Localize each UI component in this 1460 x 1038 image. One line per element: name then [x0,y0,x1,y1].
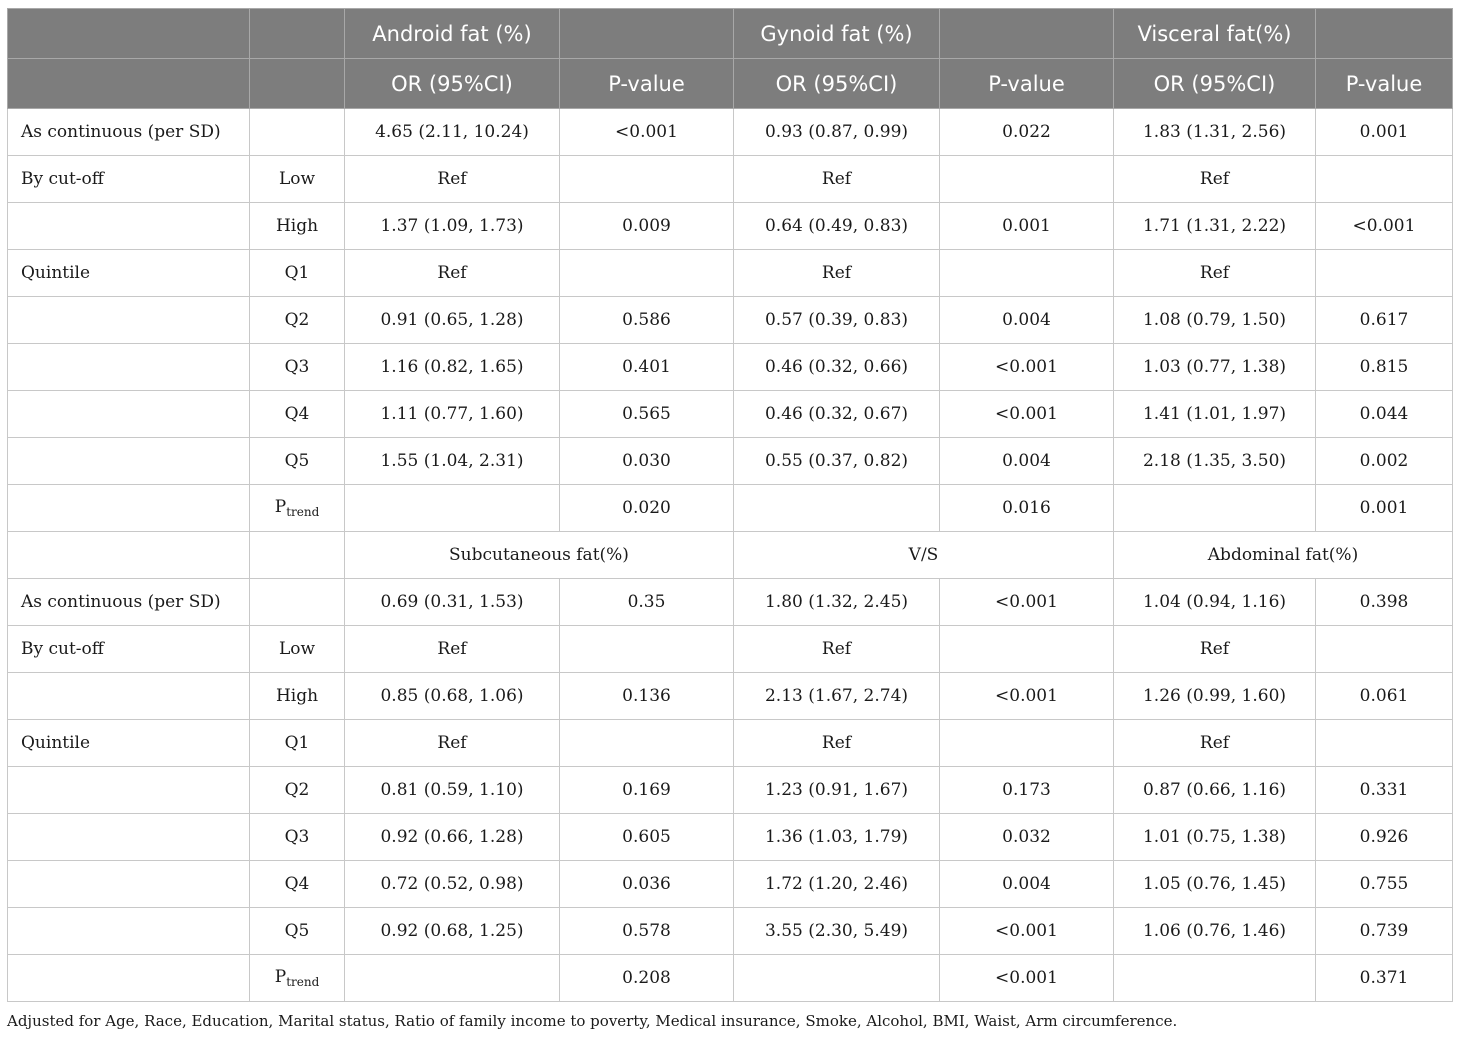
row-sublabel: Q1 [250,720,345,767]
table-cell: Ref [734,250,940,297]
table-cell: 0.64 (0.49, 0.83) [734,203,940,250]
table-cell: 0.92 (0.66, 1.28) [345,814,560,861]
table-row [8,579,1453,626]
row-sublabel: Low [250,626,345,673]
table-cell [1316,250,1453,297]
row-sublabel: Q3 [250,814,345,861]
table-cell: 0.93 (0.87, 0.99) [734,109,940,156]
table-cell: 2.18 (1.35, 3.50) [1114,438,1316,485]
header-cell: P-value [940,59,1114,109]
table-cell [345,485,560,532]
row-label [8,297,250,344]
section-title-row [8,532,1453,579]
row-sublabel: Q3 [250,344,345,391]
table-cell: Ref [345,626,560,673]
table-cell [940,626,1114,673]
table-cell: 0.69 (0.31, 1.53) [345,579,560,626]
table-cell: 0.578 [560,908,734,955]
header-cell [1316,9,1453,59]
table-cell [734,955,940,1002]
table-cell: 0.739 [1316,908,1453,955]
section-title: Abdominal fat(%) [1114,532,1453,579]
table-row [8,438,1453,485]
header-cell: OR (95%CI) [1114,59,1316,109]
table-cell: 1.04 (0.94, 1.16) [1114,579,1316,626]
table-cell: 1.36 (1.03, 1.79) [734,814,940,861]
table-cell: 0.004 [940,861,1114,908]
table-cell: <0.001 [940,673,1114,720]
table-cell: 0.030 [560,438,734,485]
row-label [8,485,250,532]
row-label [8,955,250,1002]
table-cell: 0.032 [940,814,1114,861]
table-cell: <0.001 [940,579,1114,626]
header-cell: P-value [1316,59,1453,109]
table-cell [560,156,734,203]
table-cell: 0.002 [1316,438,1453,485]
ptrend-subscript: trend [286,505,320,519]
table-cell: 0.85 (0.68, 1.06) [345,673,560,720]
header-cell: OR (95%CI) [345,59,560,109]
ptrend-value: <0.001 [940,955,1114,1002]
table-cell: 1.41 (1.01, 1.97) [1114,391,1316,438]
table-cell [1316,720,1453,767]
table-cell: <0.001 [1316,203,1453,250]
row-label [8,673,250,720]
ptrend-label [250,485,345,532]
ptrend-label [250,955,345,1002]
header-cell [250,9,345,59]
table-cell [940,156,1114,203]
table-cell: Ref [1114,156,1316,203]
table-cell: 0.169 [560,767,734,814]
table-cell: 1.72 (1.20, 2.46) [734,861,940,908]
header-cell [560,9,734,59]
row-sublabel [250,579,345,626]
ptrend-value: 0.371 [1316,955,1453,1002]
ptrend-row [8,485,1453,532]
header-row-2 [8,59,1453,109]
table-cell [345,955,560,1002]
table-cell: 0.036 [560,861,734,908]
table-row [8,297,1453,344]
table-cell: 1.03 (0.77, 1.38) [1114,344,1316,391]
table-cell: 0.001 [1316,109,1453,156]
table-row [8,673,1453,720]
ptrend-p: P [274,967,287,987]
row-label [8,767,250,814]
header-cell [250,59,345,109]
table-cell [940,250,1114,297]
ptrend-value: 0.208 [560,955,734,1002]
table-cell: 1.55 (1.04, 2.31) [345,438,560,485]
table-row [8,720,1453,767]
row-label: As continuous (per SD) [8,579,250,626]
table-cell: Ref [734,720,940,767]
table-cell: 0.004 [940,297,1114,344]
table-cell: 0.022 [940,109,1114,156]
table-row [8,626,1453,673]
header-cell [8,9,250,59]
table-cell: 0.331 [1316,767,1453,814]
ptrend-p: P [274,497,287,517]
table-cell: 0.755 [1316,861,1453,908]
results-table [7,8,1453,1002]
header-cell: Visceral fat(%) [1114,9,1316,59]
table-row [8,156,1453,203]
table-cell: 0.55 (0.37, 0.82) [734,438,940,485]
table-cell: 0.926 [1316,814,1453,861]
header-cell: OR (95%CI) [734,59,940,109]
table-cell: 0.061 [1316,673,1453,720]
table-cell: Ref [734,626,940,673]
table-cell [1114,955,1316,1002]
ptrend-value: 0.016 [940,485,1114,532]
table-cell: 0.46 (0.32, 0.67) [734,391,940,438]
table-cell: 0.87 (0.66, 1.16) [1114,767,1316,814]
table-cell [940,720,1114,767]
row-label [8,438,250,485]
table-cell: 0.81 (0.59, 1.10) [345,767,560,814]
table-cell: 1.06 (0.76, 1.46) [1114,908,1316,955]
table-cell: 1.71 (1.31, 2.22) [1114,203,1316,250]
row-label: By cut-off [8,626,250,673]
row-sublabel: Q2 [250,297,345,344]
table-cell: 0.46 (0.32, 0.66) [734,344,940,391]
table-cell: 1.08 (0.79, 1.50) [1114,297,1316,344]
table-cell: 4.65 (2.11, 10.24) [345,109,560,156]
table-cell: 1.11 (0.77, 1.60) [345,391,560,438]
table-cell [8,532,250,579]
ptrend-row [8,955,1453,1002]
table-cell: Ref [1114,250,1316,297]
table-body [8,9,1453,1002]
table-cell: 1.26 (0.99, 1.60) [1114,673,1316,720]
section-title: V/S [734,532,1114,579]
table-cell: 1.23 (0.91, 1.67) [734,767,940,814]
table-cell: 1.16 (0.82, 1.65) [345,344,560,391]
table-cell: 0.044 [1316,391,1453,438]
table-cell [1114,485,1316,532]
table-cell: 1.80 (1.32, 2.45) [734,579,940,626]
table-cell: 0.136 [560,673,734,720]
header-cell: Gynoid fat (%) [734,9,940,59]
table-cell: <0.001 [940,344,1114,391]
table-row [8,250,1453,297]
table-cell: 0.815 [1316,344,1453,391]
table-cell: 0.617 [1316,297,1453,344]
table-cell [1316,156,1453,203]
table-cell: 0.001 [940,203,1114,250]
table-cell: Ref [734,156,940,203]
table-cell: <0.001 [940,391,1114,438]
table-cell: 0.586 [560,297,734,344]
ptrend-subscript: trend [286,975,320,989]
table-row [8,109,1453,156]
row-sublabel: Q5 [250,908,345,955]
table-cell: 0.57 (0.39, 0.83) [734,297,940,344]
table-cell [560,720,734,767]
row-label [8,908,250,955]
table-cell: 0.004 [940,438,1114,485]
header-row-1 [8,9,1453,59]
row-label [8,344,250,391]
table-cell: Ref [1114,720,1316,767]
table-cell: Ref [345,156,560,203]
row-sublabel: Q1 [250,250,345,297]
header-cell: P-value [560,59,734,109]
table-row [8,861,1453,908]
table-footnote: Adjusted for Age, Race, Education, Marital status, Ratio of family income to poverty, Medical insurance, Smoke, Alcohol, BMI, Waist, Arm circumference. [7,1012,1178,1030]
table-cell: Ref [1114,626,1316,673]
row-label: Quintile [8,250,250,297]
row-sublabel: Q2 [250,767,345,814]
table-cell: 1.37 (1.09, 1.73) [345,203,560,250]
header-cell [8,59,250,109]
table-cell: 2.13 (1.67, 2.74) [734,673,940,720]
table-cell [734,485,940,532]
ptrend-value: 0.020 [560,485,734,532]
table-cell [250,532,345,579]
row-sublabel: Q4 [250,861,345,908]
table-cell: 0.72 (0.52, 0.98) [345,861,560,908]
row-label: By cut-off [8,156,250,203]
row-sublabel: Low [250,156,345,203]
table-row [8,391,1453,438]
table-cell: 1.83 (1.31, 2.56) [1114,109,1316,156]
table-cell [560,250,734,297]
table-cell: 0.173 [940,767,1114,814]
table-cell [560,626,734,673]
table-row [8,908,1453,955]
table-cell: 0.398 [1316,579,1453,626]
table-cell: <0.001 [560,109,734,156]
table-cell: <0.001 [940,908,1114,955]
table-cell: 0.91 (0.65, 1.28) [345,297,560,344]
table-cell: 0.92 (0.68, 1.25) [345,908,560,955]
table-cell: 3.55 (2.30, 5.49) [734,908,940,955]
table-cell: Ref [345,720,560,767]
table-row [8,203,1453,250]
table-cell: 0.565 [560,391,734,438]
table-cell: 1.01 (0.75, 1.38) [1114,814,1316,861]
table-cell: 0.009 [560,203,734,250]
row-label: Quintile [8,720,250,767]
row-sublabel [250,109,345,156]
row-label: As continuous (per SD) [8,109,250,156]
row-sublabel: High [250,203,345,250]
section-title: Subcutaneous fat(%) [345,532,734,579]
table-cell: 0.605 [560,814,734,861]
header-cell: Android fat (%) [345,9,560,59]
header-cell [940,9,1114,59]
table-cell: Ref [345,250,560,297]
row-sublabel: High [250,673,345,720]
row-label [8,861,250,908]
table-cell: 0.401 [560,344,734,391]
table-row [8,767,1453,814]
row-label [8,391,250,438]
row-label [8,814,250,861]
row-sublabel: Q4 [250,391,345,438]
table-cell: 1.05 (0.76, 1.45) [1114,861,1316,908]
row-sublabel: Q5 [250,438,345,485]
ptrend-value: 0.001 [1316,485,1453,532]
table-row [8,344,1453,391]
row-label [8,203,250,250]
table-row [8,814,1453,861]
table-cell [1316,626,1453,673]
table-cell: 0.35 [560,579,734,626]
